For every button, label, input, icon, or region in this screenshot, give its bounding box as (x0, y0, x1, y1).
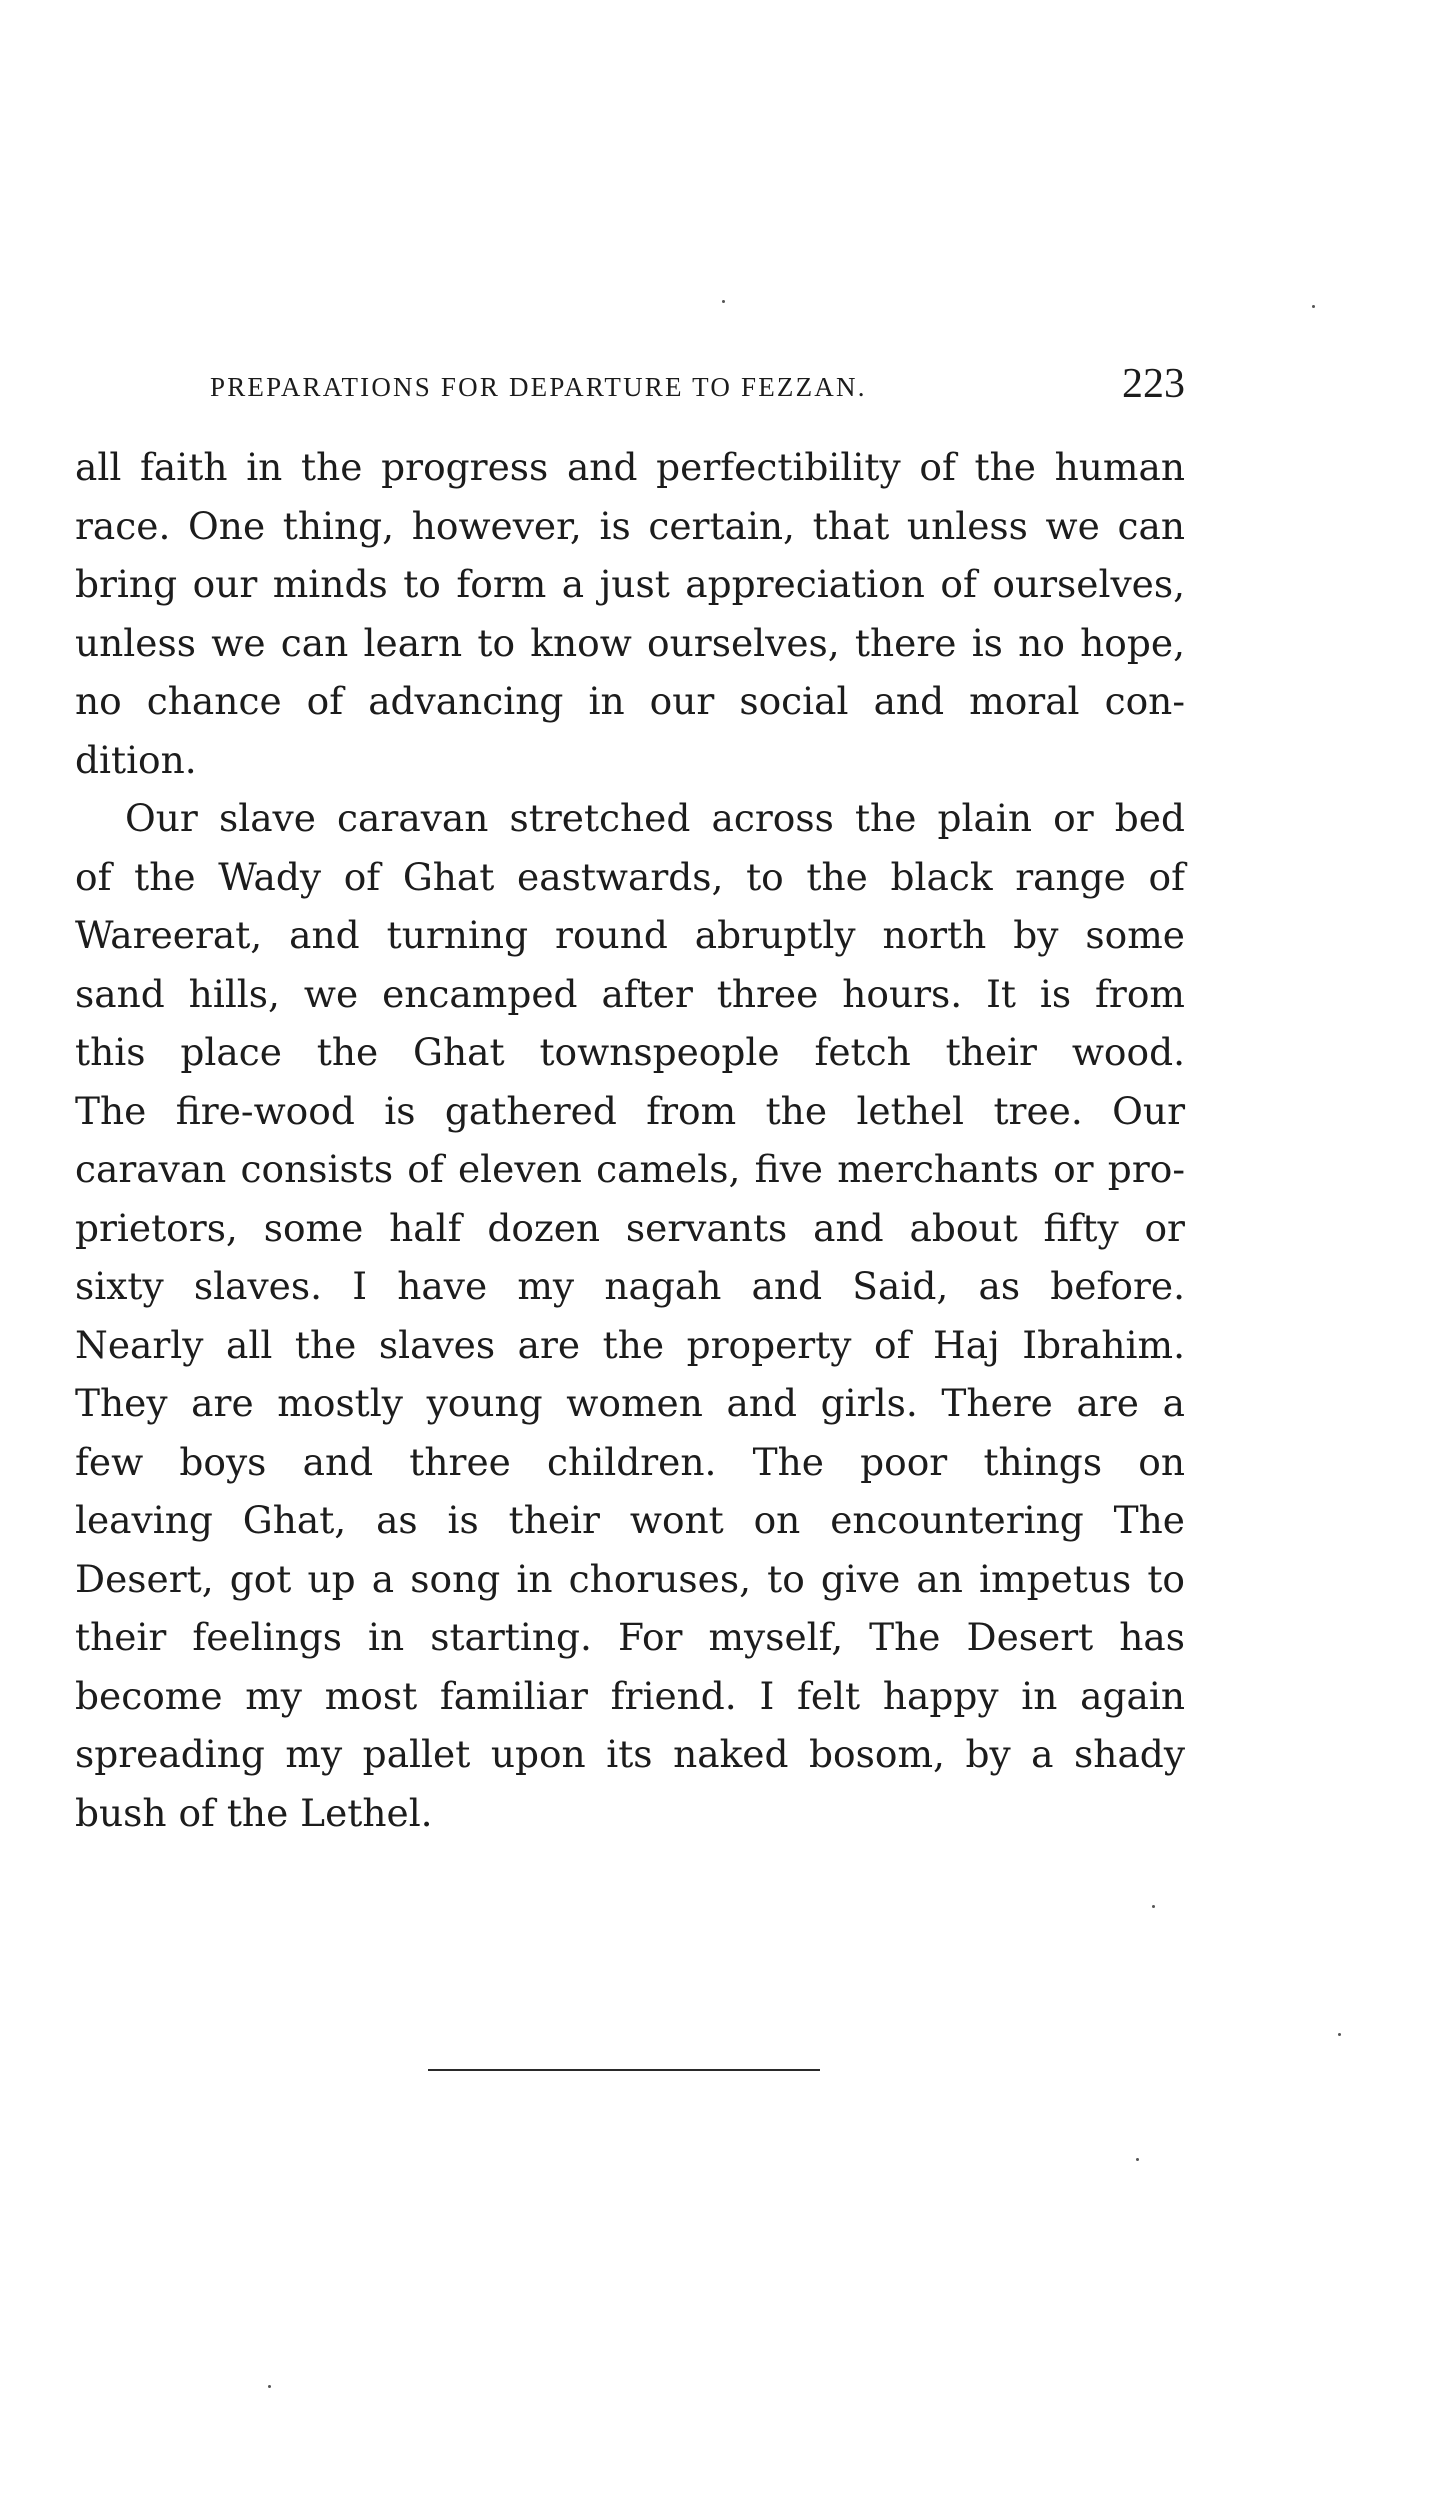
text-line: Desert, got up a song in choruses, to give an impetus to (75, 1556, 1185, 1601)
print-speck (1312, 305, 1315, 308)
print-speck (268, 2385, 271, 2388)
text-line: sixty slaves. I have my nagah and Said, as before. (75, 1264, 1185, 1308)
text-line: leaving Ghat, as is their wont on encountering The (75, 1498, 1185, 1542)
text-line: sand hills, we encamped after three hours. It is from (75, 971, 1185, 1016)
print-speck (722, 300, 725, 303)
text-line: their feelings in starting. For myself, The Desert has (75, 1615, 1185, 1659)
text-line: bush of the Lethel. (75, 1790, 433, 1835)
text-line: prietors, some half dozen servants and about fifty or (75, 1205, 1185, 1250)
text-line: all faith in the progress and perfectibility of the human (75, 445, 1185, 489)
running-head (210, 360, 1185, 408)
text-line: race. One thing, however, is certain, that unless we can (75, 503, 1185, 548)
text-line: The fire-wood is gathered from the lethel tree. Our (75, 1088, 1185, 1133)
text-line: become my most familiar friend. I felt happy in again (75, 1673, 1185, 1718)
print-speck (1152, 1905, 1155, 1908)
paragraph-start-line: Our slave caravan stretched across the plain or bed (125, 796, 1185, 840)
text-line: Nearly all the slaves are the property of Haj Ibrahim. (75, 1322, 1185, 1367)
text-line: dition. (75, 737, 197, 782)
print-speck (1338, 2033, 1341, 2036)
text-line: caravan consists of eleven camels, five merchants or pro- (75, 1147, 1185, 1191)
running-title: PREPARATIONS FOR DEPARTURE TO FEZZAN. (210, 372, 867, 402)
section-end-rule (428, 2069, 820, 2071)
text-line: this place the Ghat townspeople fetch their wood. (75, 1030, 1185, 1074)
text-line: unless we can learn to know ourselves, there is no hope, (75, 620, 1185, 665)
page-number: 223 (1122, 361, 1185, 407)
text-line: spreading my pallet upon its naked bosom, by a shady (75, 1732, 1185, 1776)
print-speck (1136, 2158, 1139, 2161)
text-line: few boys and three children. The poor things on (75, 1439, 1185, 1484)
text-line: no chance of advancing in our social and moral con- (75, 679, 1185, 723)
text-line: They are mostly young women and girls. There are a (75, 1381, 1185, 1425)
text-line: bring our minds to form a just appreciation of ourselves, (75, 562, 1185, 606)
text-line: of the Wady of Ghat eastwards, to the black range of (75, 854, 1185, 899)
body-text (75, 438, 1185, 1842)
text-line: Wareerat, and turning round abruptly north by some (75, 913, 1185, 957)
